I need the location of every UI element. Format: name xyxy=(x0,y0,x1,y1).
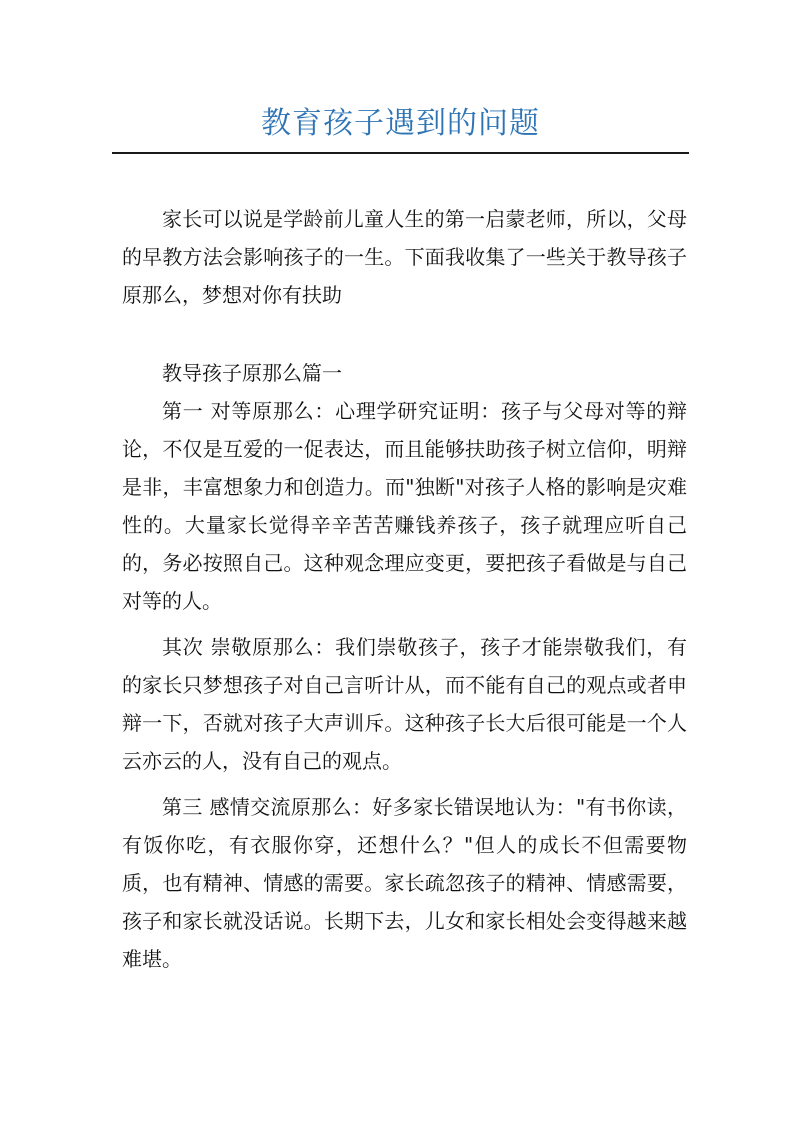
document-title: 教育孩子遇到的问题 xyxy=(261,106,540,141)
principle-respect-paragraph: 其次 崇敬原那么：我们崇敬孩子，孩子才能崇敬我们，有的家长只梦想孩子对自己言听计从，而不能有自己的观点或者申辩一下，否就对孩子大声训斥。这种孩子长大后很可能是一个人云亦云的人，没有自己的观点。 xyxy=(122,635,687,773)
principle-communication-paragraph: 第三 感情交流原那么：好多家长错误地认为："有书你读，有饭你吃，有衣服你穿，还想什么？"但人的成长不但需要物质，也有精神、情感的需要。家长疏忽孩子的精神、情感需要，孩子和家长就没话说。长期下去，儿女和家长相处会变得越来越难堪。 xyxy=(122,795,687,971)
document-body xyxy=(122,200,687,986)
title-underline xyxy=(112,152,689,154)
principle-equality-paragraph: 第一 对等原那么：心理学研究证明：孩子与父母对等的辩论，不仅是互爱的一促表达，而且能够扶助孩子树立信仰，明辩是非，丰富想象力和创造力。而"独断"对孩子人格的影响是灾难性的。大量家长觉得辛辛苦苦赚钱养孩子，孩子就理应听自己的，务必按照自己。这种观念理应变更，要把孩子看做是与自己对等的人。 xyxy=(122,399,687,613)
intro-paragraph: 家长可以说是学龄前儿童人生的第一启蒙老师，所以，父母的早教方法会影响孩子的一生。下面我收集了一些关于教导孩子原那么，梦想对你有扶助 xyxy=(122,207,687,307)
section-heading: 教导孩子原那么篇一 xyxy=(162,361,342,385)
